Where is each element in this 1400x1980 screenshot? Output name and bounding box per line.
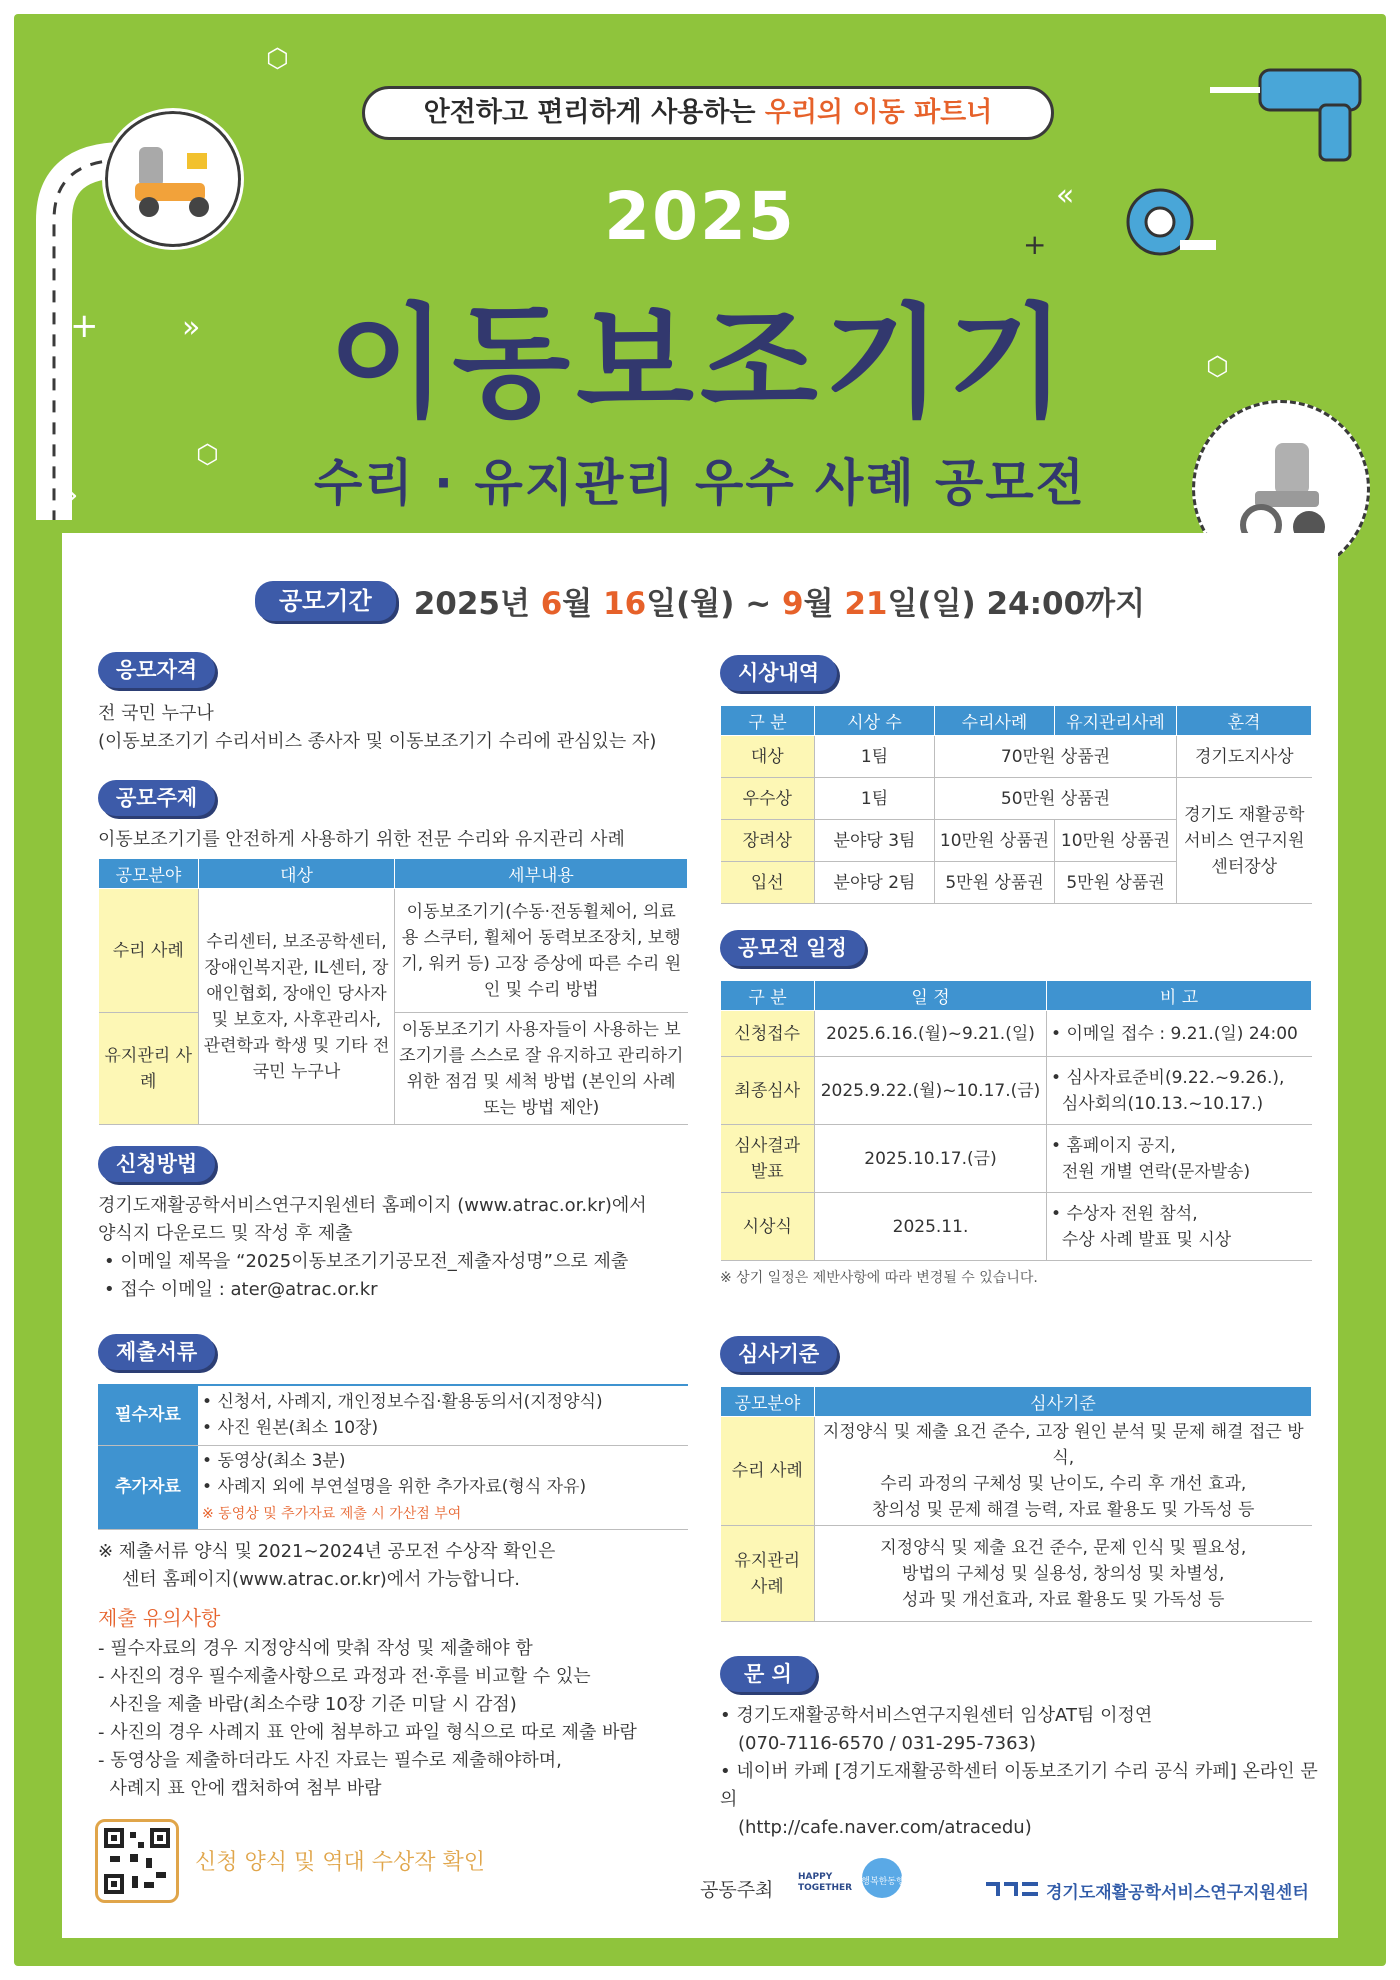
theme-table bbox=[98, 858, 688, 1125]
happy-together-logo: HAPPY TOGETHER 행복한동행 bbox=[792, 1856, 912, 1906]
table-row bbox=[721, 736, 1312, 778]
extra-items: • 동영상(최소 3분) • 사례지 외에 부연설명을 위한 추가자료(형식 자유) ※ 동영상 및 추가자료 제출 시 가산점 부여 bbox=[198, 1445, 688, 1529]
chevron-left-icon: « bbox=[1056, 178, 1075, 213]
table-row bbox=[721, 1417, 1312, 1526]
table-row bbox=[721, 1193, 1312, 1261]
caution-line: - 동영상을 제출하더라도 사진 자료는 필수로 제출해야하며, bbox=[98, 1749, 562, 1771]
page-subtitle: 수리 · 유지관리 우수 사례 공모전 bbox=[314, 454, 1086, 512]
required-items: • 신청서, 사례지, 개인정보수집·활용동의서(지정양식) • 사진 원본(최소 10장) bbox=[198, 1385, 688, 1445]
schedule-note: • 수상자 전원 참석, 수상 사례 발표 및 시상 bbox=[1047, 1193, 1312, 1261]
theme-field: 유지관리 사례 bbox=[99, 1013, 199, 1125]
chevron-right-icon: » bbox=[60, 478, 79, 513]
docs-note: ※ 제출서류 양식 및 2021~2024년 공모전 수상작 확인은 bbox=[98, 1540, 556, 1562]
drill-icon bbox=[1210, 60, 1380, 174]
schedule-note: • 심사자료준비(9.22.~9.26.), 심사회의(10.13.~10.17.) bbox=[1047, 1057, 1312, 1125]
extra-label: 추가자료 bbox=[98, 1445, 198, 1529]
table-row bbox=[721, 1526, 1312, 1622]
table-row bbox=[721, 778, 1312, 820]
theme-intro: 이동보조기기를 안전하게 사용하기 위한 전문 수리와 유지관리 사례 bbox=[98, 829, 625, 850]
award-prize: 5만원 상품권 bbox=[1055, 862, 1177, 904]
apply-line2: 양식지 다운로드 및 작성 후 제출 bbox=[98, 1223, 353, 1244]
award-honor: 경기도지사상 bbox=[1177, 736, 1312, 778]
schedule-name: 신청접수 bbox=[721, 1011, 815, 1057]
contest-period: 공모기간 2025년 6월 16일(월) ~ 9월 21일(일) 24:00까지 bbox=[0, 578, 1400, 623]
awards-header: 구 분 bbox=[721, 706, 815, 736]
schedule-date: 2025.6.16.(월)~9.21.(일) bbox=[815, 1011, 1047, 1057]
table-row bbox=[721, 1057, 1312, 1125]
theme-detail: 이동보조기기(수동·전동휠체어, 의료용 스쿠터, 휠체어 동력보조장치, 보행기, 워커 등) 고장 증상에 따른 수리 원인 및 수리 방법 bbox=[395, 889, 688, 1013]
eligibility-line1: 전 국민 누구나 bbox=[98, 703, 214, 724]
contact-label: 문 의 bbox=[720, 1656, 816, 1692]
table-row bbox=[99, 889, 688, 1013]
table-row bbox=[98, 1385, 688, 1445]
center-name: 경기도재활공학서비스연구지원센터 bbox=[1046, 1883, 1309, 1903]
theme-section bbox=[98, 780, 688, 1125]
hex-nut-icon: ⬡ bbox=[266, 44, 289, 74]
award-prize: 10만원 상품권 bbox=[935, 820, 1055, 862]
criteria-header: 심사기준 bbox=[815, 1387, 1312, 1417]
awards-header: 유지관리사례 bbox=[1055, 706, 1177, 736]
year: 2025 bbox=[604, 178, 796, 255]
schedule-table bbox=[720, 980, 1312, 1261]
award-count: 분야당 3팀 bbox=[815, 820, 935, 862]
qr-label: 신청 양식 및 역대 수상작 확인 bbox=[195, 1850, 485, 1875]
caution-line: - 필수자료의 경우 지정양식에 맞춰 작성 및 제출해야 함 bbox=[98, 1637, 533, 1659]
caution-line: 사례지 표 안에 캡처하여 첨부 바람 bbox=[98, 1777, 382, 1799]
awards-table bbox=[720, 705, 1312, 904]
theme-target: 수리센터, 보조공학센터, 장애인복지관, IL센터, 장애인협회, 장애인 당사자 및 보호자, 사후관리사, 관련학과 학생 및 기타 전 국민 누구나 bbox=[199, 889, 395, 1125]
schedule-note: • 이메일 접수 : 9.21.(일) 24:00 bbox=[1047, 1011, 1312, 1057]
awards-header: 시상 수 bbox=[815, 706, 935, 736]
table-row bbox=[721, 1011, 1312, 1057]
eligibility-section bbox=[98, 652, 688, 756]
schedule-date: 2025.11. bbox=[815, 1193, 1047, 1261]
apply-email[interactable]: • 접수 이메일 : ater@atrac.or.kr bbox=[104, 1279, 378, 1300]
apply-line1: 경기도재활공학서비스연구지원센터 홈페이지 (www.atrac.or.kr)에서 bbox=[98, 1195, 647, 1216]
award-prize: 5만원 상품권 bbox=[935, 862, 1055, 904]
apply-bullet: • 이메일 제목을 “2025이동보조기기공모전_제출자성명”으로 제출 bbox=[104, 1251, 629, 1272]
chevron-right-icon: » bbox=[182, 310, 201, 345]
award-prize: 70만원 상품권 bbox=[935, 736, 1177, 778]
contact-line: • 네이버 카페 [경기도재활공학센터 이동보조기기 수리 공식 카페] 온라인 문의 bbox=[720, 1761, 1318, 1810]
theme-header: 공모분야 bbox=[99, 859, 199, 889]
cohost-label: 공동주최 bbox=[700, 1879, 774, 1901]
award-grade: 대상 bbox=[721, 736, 815, 778]
criteria-section bbox=[720, 1336, 1312, 1622]
schedule-label: 공모전 일정 bbox=[720, 930, 865, 966]
caution-title: 제출 유의사항 bbox=[98, 1605, 221, 1630]
award-grade: 우수상 bbox=[721, 778, 815, 820]
tagline: 안전하고 편리하게 사용하는 우리의 이동 파트너 bbox=[362, 86, 1054, 140]
award-count: 분야당 2팀 bbox=[815, 862, 935, 904]
contact-cafe-link[interactable]: (http://cafe.naver.com/atracedu) bbox=[738, 1817, 1032, 1838]
theme-detail: 이동보조기기 사용자들이 사용하는 보조기기를 스스로 잘 유지하고 관리하기 위한 점검 및 세척 방법 (본인의 사례 또는 방법 제안) bbox=[395, 1013, 688, 1125]
schedule-header: 구 분 bbox=[721, 981, 815, 1011]
criteria-text: 지정양식 및 제출 요건 준수, 고장 원인 분석 및 문제 해결 접근 방식, 수리 과정의 구체성 및 난이도, 수리 후 개선 효과, 창의성 및 문제 해결 능력, 자료 활용도 및 가독성 등 bbox=[815, 1417, 1312, 1526]
theme-header: 대상 bbox=[199, 859, 395, 889]
table-row bbox=[98, 1445, 688, 1529]
award-count: 1팀 bbox=[815, 778, 935, 820]
award-grade: 장려상 bbox=[721, 820, 815, 862]
criteria-text: 지정양식 및 제출 요건 준수, 문제 인식 및 필요성, 방법의 구체성 및 실용성, 창의성 및 차별성, 성과 및 개선효과, 자료 활용도 및 가독성 등 bbox=[815, 1526, 1312, 1622]
contact-phone: (070-7116-6570 / 031-295-7363) bbox=[738, 1733, 1037, 1754]
eligibility-label: 응모자격 bbox=[98, 652, 215, 688]
criteria-field: 수리 사례 bbox=[721, 1417, 815, 1526]
awards-header: 훈격 bbox=[1177, 706, 1312, 736]
theme-header: 세부내용 bbox=[395, 859, 688, 889]
hex-nut-icon: ⬡ bbox=[196, 440, 219, 470]
docs-label: 제출서류 bbox=[98, 1334, 215, 1370]
schedule-header: 일 정 bbox=[815, 981, 1047, 1011]
schedule-date: 2025.10.17.(금) bbox=[815, 1125, 1047, 1193]
awards-header: 수리사례 bbox=[935, 706, 1055, 736]
award-count: 1팀 bbox=[815, 736, 935, 778]
contact-section bbox=[720, 1656, 1320, 1842]
apply-section bbox=[98, 1146, 688, 1304]
schedule-header: 비 고 bbox=[1047, 981, 1312, 1011]
hex-nut-icon: ⬡ bbox=[1206, 352, 1229, 382]
caution-line: - 사진의 경우 사례지 표 안에 첨부하고 파일 형식으로 따로 제출 바람 bbox=[98, 1721, 637, 1743]
award-grade: 입선 bbox=[721, 862, 815, 904]
docs-section bbox=[98, 1334, 688, 1803]
theme-field: 수리 사례 bbox=[99, 889, 199, 1013]
schedule-date: 2025.9.22.(월)~10.17.(금) bbox=[815, 1057, 1047, 1125]
criteria-label: 심사기준 bbox=[720, 1336, 837, 1372]
criteria-table bbox=[720, 1386, 1312, 1622]
docs-note: 센터 홈페이지(www.atrac.or.kr)에서 가능합니다. bbox=[122, 1568, 520, 1590]
schedule-section bbox=[720, 930, 1312, 1287]
schedule-footnote: ※ 상기 일정은 제반사항에 따라 변경될 수 있습니다. bbox=[720, 1270, 1038, 1286]
criteria-field: 유지관리 사례 bbox=[721, 1526, 815, 1622]
plus-icon: + bbox=[1023, 228, 1047, 261]
award-honor: 경기도 재활공학서비스 연구지원센터장상 bbox=[1177, 778, 1312, 904]
schedule-name: 시상식 bbox=[721, 1193, 815, 1261]
page-title: 이동보조기기 bbox=[328, 292, 1072, 434]
apply-label: 신청방법 bbox=[98, 1146, 215, 1182]
qr-code[interactable] bbox=[95, 1819, 179, 1903]
center-logo-icon bbox=[986, 1880, 1040, 1902]
caution-line: 사진을 제출 바람(최소수량 10장 기준 미달 시 감점) bbox=[98, 1693, 517, 1715]
schedule-name: 최종심사 bbox=[721, 1057, 815, 1125]
award-prize: 10만원 상품권 bbox=[1055, 820, 1177, 862]
eligibility-line2: (이동보조기기 수리서비스 종사자 및 이동보조기기 수리에 관심있는 자) bbox=[98, 731, 657, 752]
award-prize: 50만원 상품권 bbox=[935, 778, 1177, 820]
docs-table bbox=[98, 1384, 688, 1530]
awards-section bbox=[720, 655, 1312, 904]
required-label: 필수자료 bbox=[98, 1385, 198, 1445]
caution-line: - 사진의 경우 필수제출사항으로 과정과 전·후를 비교할 수 있는 bbox=[98, 1665, 591, 1687]
period-label: 공모기간 bbox=[255, 581, 396, 621]
theme-label: 공모주제 bbox=[98, 780, 215, 816]
criteria-header: 공모분야 bbox=[721, 1387, 815, 1417]
table-row bbox=[721, 1125, 1312, 1193]
schedule-name: 심사결과 발표 bbox=[721, 1125, 815, 1193]
awards-label: 시상내역 bbox=[720, 655, 837, 691]
schedule-note: • 홈페이지 공지, 전원 개별 연락(문자발송) bbox=[1047, 1125, 1312, 1193]
plus-icon: + bbox=[70, 306, 99, 346]
contact-line: • 경기도재활공학서비스연구지원센터 임상AT팀 이정연 bbox=[720, 1705, 1153, 1726]
